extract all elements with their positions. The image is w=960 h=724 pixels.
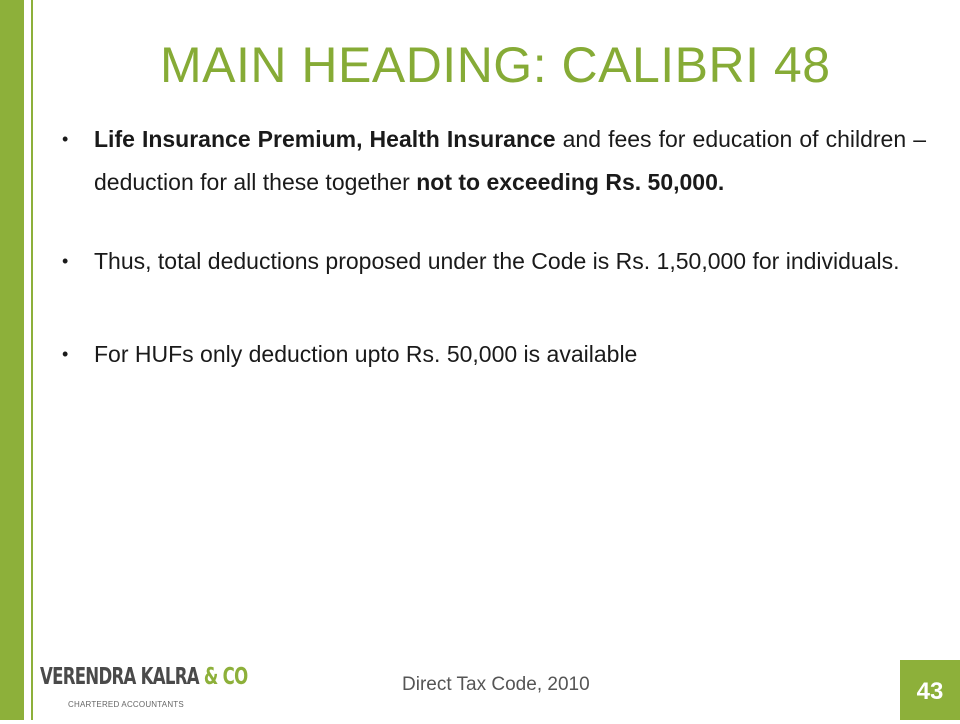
logo-name: VERENDRA KALRA [40,664,199,690]
bullet-marker: • [62,251,69,271]
left-accent-line [31,0,33,720]
slide-title: MAIN HEADING: CALIBRI 48 [160,37,831,93]
bullet-1-text: and fees for education of children – deduction for all these together [94,126,926,195]
company-logo [40,664,248,716]
bullet-item-1 [62,118,926,204]
bullet-item-2 [62,240,926,283]
bullet-3-text: For HUFs only deduction upto Rs. 50,000 is available [94,341,638,367]
bullet-1-bold-tail: not to exceeding Rs. 50,000. [416,169,725,195]
logo-wordmark [40,664,248,690]
left-accent-bar [0,0,24,720]
slide-footer: Direct Tax Code, 2010 [402,674,590,695]
page-number-badge: 43 [900,660,960,720]
bullet-marker: • [62,129,69,149]
slide-content [62,118,926,376]
bullet-marker: • [62,344,69,364]
logo-subtitle: CHARTERED ACCOUNTANTS [68,700,184,709]
bullet-1-bold-lead: Life Insurance Premium, Health Insurance [94,126,556,152]
logo-ampersand: & CO [203,664,248,690]
bullet-2-text: Thus, total deductions proposed under the Code is Rs. 1,50,000 for individuals. [94,248,900,274]
bullet-item-3 [62,333,926,376]
